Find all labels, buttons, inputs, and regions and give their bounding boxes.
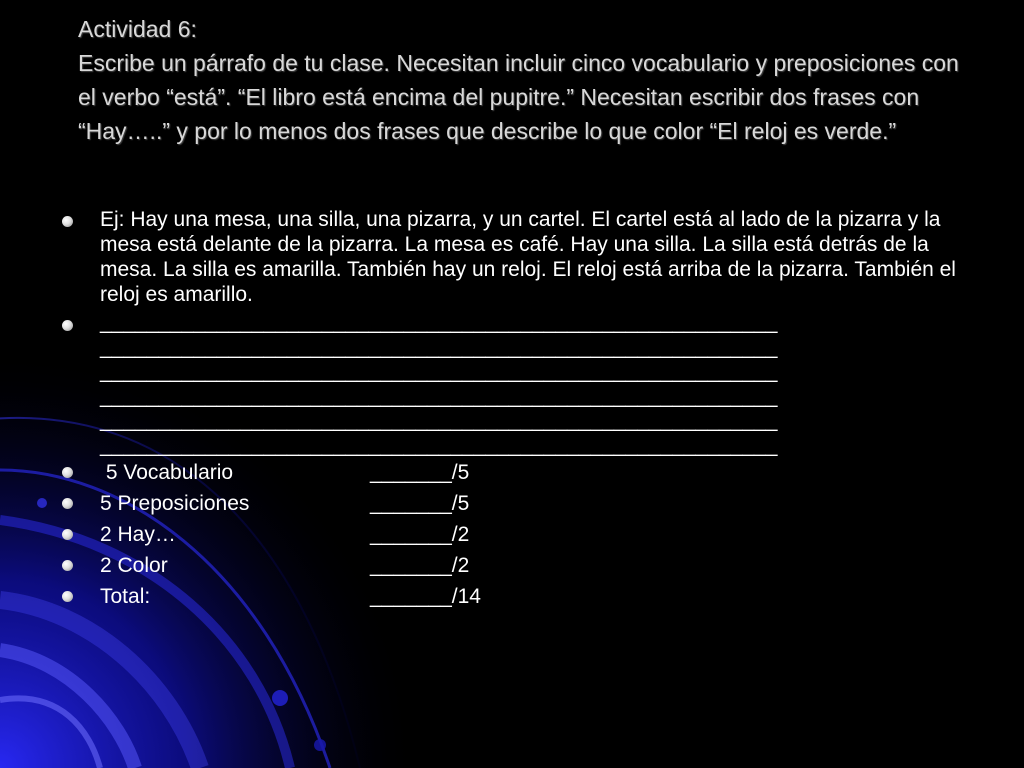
score-label: Total: xyxy=(100,585,151,608)
score-blank: _______/5 xyxy=(370,461,470,484)
bullet-icon xyxy=(62,216,73,227)
score-item-hay xyxy=(62,520,962,551)
title-instructions: Escribe un párrafo de tu clase. Necesitan incluir cinco vocabulario y preposiciones con el verbo “está”. “El libro está encima del pupitre.” Necesitan escribir dos frases con “Hay…..” y por lo menos dos frases que describe lo que color “El reloj es verde.” xyxy=(78,50,959,144)
answer-line: __________________________________________________________ xyxy=(100,384,778,408)
answer-line: __________________________________________________________ xyxy=(100,409,778,432)
score-item-color xyxy=(62,551,962,582)
slide-title xyxy=(78,12,978,148)
answer-line: __________________________________________________________ xyxy=(100,433,778,457)
example-paragraph-item xyxy=(62,207,962,307)
score-item-vocabulario xyxy=(62,458,962,489)
answer-line: __________________________________________________________ xyxy=(100,335,778,359)
score-blank: _______/2 xyxy=(370,554,470,577)
bullet-icon xyxy=(62,320,73,331)
score-label: 2 Hay… xyxy=(100,523,176,546)
answer-line: __________________________________________________________ xyxy=(100,360,778,383)
answer-line: __________________________________________________________ xyxy=(100,311,778,334)
score-blank: _______/5 xyxy=(370,492,470,515)
bullet-icon xyxy=(62,529,73,540)
bullet-icon xyxy=(62,591,73,602)
score-item-preposiciones xyxy=(62,489,962,520)
score-item-total xyxy=(62,582,962,613)
content-list xyxy=(62,207,962,613)
score-blank: _______/2 xyxy=(370,523,470,546)
score-blank: _______/14 xyxy=(370,585,481,608)
score-label: 2 Color xyxy=(100,554,168,577)
answer-lines-item xyxy=(62,311,928,458)
bullet-icon xyxy=(62,467,73,478)
score-label: 5 Vocabulario xyxy=(100,461,234,484)
title-heading: Actividad 6: xyxy=(78,16,197,42)
bullet-icon xyxy=(62,560,73,571)
example-paragraph: Ej: Hay una mesa, una silla, una pizarra, y un cartel. El cartel está al lado de la pizarra y la mesa está delante de la pizarra. La mesa es café. Hay una silla. La silla está detrás de la mesa. La silla es amarilla. También hay un reloj. El reloj está arriba de la pizarra. También el reloj es amarillo. xyxy=(100,208,956,306)
bullet-icon xyxy=(62,498,73,509)
score-label: 5 Preposiciones xyxy=(100,492,250,515)
